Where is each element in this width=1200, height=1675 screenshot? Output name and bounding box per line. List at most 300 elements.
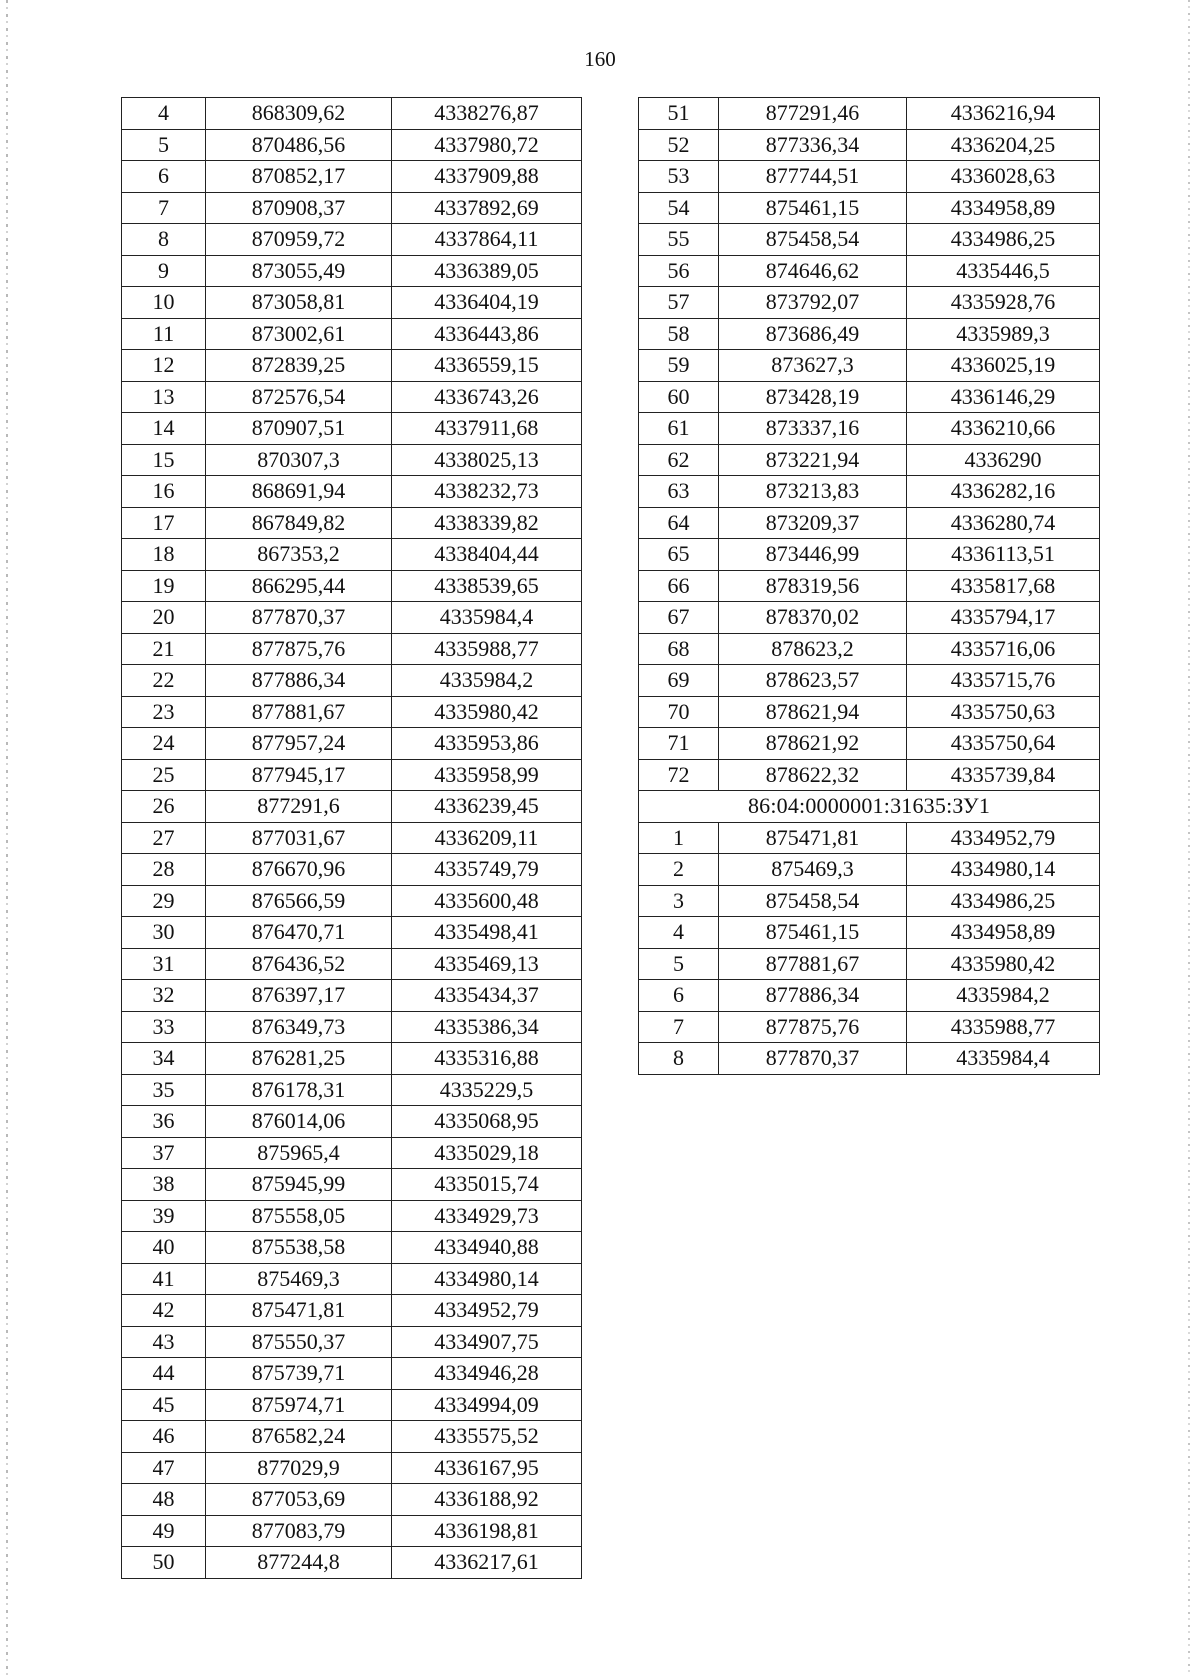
x-coordinate-cell: 876397,17 <box>206 980 392 1012</box>
y-coordinate-cell: 4336204,25 <box>907 129 1100 161</box>
y-coordinate-cell: 4335980,42 <box>907 948 1100 980</box>
point-number-cell: 62 <box>639 444 719 476</box>
x-coordinate-cell: 877886,34 <box>206 665 392 697</box>
point-number-cell: 10 <box>122 287 206 319</box>
point-number-cell: 7 <box>639 1011 719 1043</box>
x-coordinate-cell: 875945,99 <box>206 1169 392 1201</box>
point-number-cell: 30 <box>122 917 206 949</box>
x-coordinate-cell: 875471,81 <box>719 822 907 854</box>
y-coordinate-cell: 4335980,42 <box>392 696 582 728</box>
y-coordinate-cell: 4336282,16 <box>907 476 1100 508</box>
table-row <box>639 633 1100 665</box>
point-number-cell: 69 <box>639 665 719 697</box>
x-coordinate-cell: 872576,54 <box>206 381 392 413</box>
point-number-cell: 31 <box>122 948 206 980</box>
x-coordinate-cell: 878319,56 <box>719 570 907 602</box>
x-coordinate-cell: 877870,37 <box>206 602 392 634</box>
table-row <box>639 1011 1100 1043</box>
x-coordinate-cell: 877881,67 <box>719 948 907 980</box>
x-coordinate-cell: 877881,67 <box>206 696 392 728</box>
table-row <box>639 98 1100 130</box>
table-row <box>639 1043 1100 1075</box>
table-row <box>639 381 1100 413</box>
y-coordinate-cell: 4336146,29 <box>907 381 1100 413</box>
parcel-section <box>639 791 1100 823</box>
table-row <box>639 665 1100 697</box>
x-coordinate-cell: 877875,76 <box>206 633 392 665</box>
x-coordinate-cell: 875458,54 <box>719 224 907 256</box>
table-row <box>122 822 582 854</box>
table-row <box>122 507 582 539</box>
y-coordinate-cell: 4336559,15 <box>392 350 582 382</box>
point-number-cell: 2 <box>639 854 719 886</box>
y-coordinate-cell: 4337909,88 <box>392 161 582 193</box>
table-row <box>639 570 1100 602</box>
x-coordinate-cell: 876582,24 <box>206 1421 392 1453</box>
y-coordinate-cell: 4336280,74 <box>907 507 1100 539</box>
x-coordinate-cell: 878370,02 <box>719 602 907 634</box>
parcel-section-title: 86:04:0000001:31635:ЗУ1 <box>639 791 1100 823</box>
point-number-cell: 24 <box>122 728 206 760</box>
table-row <box>122 791 582 823</box>
y-coordinate-cell: 4334940,88 <box>392 1232 582 1264</box>
y-coordinate-cell: 4335988,77 <box>392 633 582 665</box>
table-row <box>122 413 582 445</box>
x-coordinate-cell: 877744,51 <box>719 161 907 193</box>
y-coordinate-cell: 4335989,3 <box>907 318 1100 350</box>
x-coordinate-cell: 873792,07 <box>719 287 907 319</box>
scan-edge-left <box>6 0 8 1675</box>
x-coordinate-cell: 873209,37 <box>719 507 907 539</box>
table-row <box>122 1389 582 1421</box>
table-row <box>122 1263 582 1295</box>
x-coordinate-cell: 875469,3 <box>206 1263 392 1295</box>
point-number-cell: 40 <box>122 1232 206 1264</box>
point-number-cell: 35 <box>122 1074 206 1106</box>
table-row <box>122 1421 582 1453</box>
point-number-cell: 64 <box>639 507 719 539</box>
scan-edge-right <box>1188 0 1190 1675</box>
coordinates-table-right <box>638 97 1100 1075</box>
x-coordinate-cell: 875974,71 <box>206 1389 392 1421</box>
y-coordinate-cell: 4337911,68 <box>392 413 582 445</box>
point-number-cell: 3 <box>639 885 719 917</box>
point-number-cell: 54 <box>639 192 719 224</box>
point-number-cell: 32 <box>122 980 206 1012</box>
point-number-cell: 66 <box>639 570 719 602</box>
x-coordinate-cell: 876349,73 <box>206 1011 392 1043</box>
table-row <box>639 696 1100 728</box>
point-number-cell: 41 <box>122 1263 206 1295</box>
point-number-cell: 72 <box>639 759 719 791</box>
y-coordinate-cell: 4338404,44 <box>392 539 582 571</box>
table-row <box>639 255 1100 287</box>
y-coordinate-cell: 4335749,79 <box>392 854 582 886</box>
y-coordinate-cell: 4336167,95 <box>392 1452 582 1484</box>
x-coordinate-cell: 870486,56 <box>206 129 392 161</box>
y-coordinate-cell: 4335794,17 <box>907 602 1100 634</box>
table-row <box>122 255 582 287</box>
x-coordinate-cell: 878623,57 <box>719 665 907 697</box>
y-coordinate-cell: 4335984,2 <box>907 980 1100 1012</box>
table-row <box>122 1011 582 1043</box>
point-number-cell: 65 <box>639 539 719 571</box>
point-number-cell: 39 <box>122 1200 206 1232</box>
table-row <box>122 192 582 224</box>
y-coordinate-cell: 4335739,84 <box>907 759 1100 791</box>
point-number-cell: 45 <box>122 1389 206 1421</box>
point-number-cell: 34 <box>122 1043 206 1075</box>
y-coordinate-cell: 4336443,86 <box>392 318 582 350</box>
x-coordinate-cell: 873213,83 <box>719 476 907 508</box>
x-coordinate-cell: 870307,3 <box>206 444 392 476</box>
y-coordinate-cell: 4334980,14 <box>907 854 1100 886</box>
y-coordinate-cell: 4335750,63 <box>907 696 1100 728</box>
x-coordinate-cell: 873058,81 <box>206 287 392 319</box>
table-row <box>639 602 1100 634</box>
point-number-cell: 9 <box>122 255 206 287</box>
y-coordinate-cell: 4335316,88 <box>392 1043 582 1075</box>
point-number-cell: 27 <box>122 822 206 854</box>
table-row <box>639 948 1100 980</box>
table-row <box>639 854 1100 886</box>
y-coordinate-cell: 4335928,76 <box>907 287 1100 319</box>
point-number-cell: 25 <box>122 759 206 791</box>
table-row <box>122 381 582 413</box>
table-row <box>122 665 582 697</box>
x-coordinate-cell: 873686,49 <box>719 318 907 350</box>
x-coordinate-cell: 877031,67 <box>206 822 392 854</box>
table-row <box>639 287 1100 319</box>
y-coordinate-cell: 4335984,4 <box>907 1043 1100 1075</box>
y-coordinate-cell: 4336239,45 <box>392 791 582 823</box>
table-row <box>639 192 1100 224</box>
y-coordinate-cell: 4336028,63 <box>907 161 1100 193</box>
point-number-cell: 12 <box>122 350 206 382</box>
y-coordinate-cell: 4336113,51 <box>907 539 1100 571</box>
x-coordinate-cell: 875458,54 <box>719 885 907 917</box>
x-coordinate-cell: 873221,94 <box>719 444 907 476</box>
table-row <box>122 1169 582 1201</box>
table-row <box>122 570 582 602</box>
table-row <box>122 759 582 791</box>
point-number-cell: 68 <box>639 633 719 665</box>
x-coordinate-cell: 876566,59 <box>206 885 392 917</box>
x-coordinate-cell: 875739,71 <box>206 1358 392 1390</box>
table-row <box>639 885 1100 917</box>
x-coordinate-cell: 873337,16 <box>719 413 907 445</box>
x-coordinate-cell: 870852,17 <box>206 161 392 193</box>
x-coordinate-cell: 875461,15 <box>719 917 907 949</box>
table-row <box>122 1200 582 1232</box>
point-number-cell: 26 <box>122 791 206 823</box>
table-row <box>639 822 1100 854</box>
table-row <box>122 885 582 917</box>
table-row <box>122 1515 582 1547</box>
point-number-cell: 67 <box>639 602 719 634</box>
y-coordinate-cell: 4334958,89 <box>907 192 1100 224</box>
table-row <box>122 350 582 382</box>
y-coordinate-cell: 4335015,74 <box>392 1169 582 1201</box>
table-row <box>122 854 582 886</box>
y-coordinate-cell: 4335229,5 <box>392 1074 582 1106</box>
table-row <box>122 602 582 634</box>
x-coordinate-cell: 877875,76 <box>719 1011 907 1043</box>
point-number-cell: 6 <box>122 161 206 193</box>
x-coordinate-cell: 877053,69 <box>206 1484 392 1516</box>
point-number-cell: 38 <box>122 1169 206 1201</box>
point-number-cell: 60 <box>639 381 719 413</box>
point-number-cell: 53 <box>639 161 719 193</box>
y-coordinate-cell: 4335984,4 <box>392 602 582 634</box>
point-number-cell: 33 <box>122 1011 206 1043</box>
point-number-cell: 46 <box>122 1421 206 1453</box>
y-coordinate-cell: 4335953,86 <box>392 728 582 760</box>
table-row <box>639 539 1100 571</box>
table-row <box>122 98 582 130</box>
y-coordinate-cell: 4335469,13 <box>392 948 582 980</box>
x-coordinate-cell: 876436,52 <box>206 948 392 980</box>
point-number-cell: 18 <box>122 539 206 571</box>
table-row <box>122 539 582 571</box>
point-number-cell: 6 <box>639 980 719 1012</box>
point-number-cell: 47 <box>122 1452 206 1484</box>
y-coordinate-cell: 4334929,73 <box>392 1200 582 1232</box>
table-row <box>639 444 1100 476</box>
coordinates-table-right-body <box>639 98 1100 791</box>
y-coordinate-cell: 4338539,65 <box>392 570 582 602</box>
x-coordinate-cell: 868691,94 <box>206 476 392 508</box>
y-coordinate-cell: 4334946,28 <box>392 1358 582 1390</box>
y-coordinate-cell: 4335498,41 <box>392 917 582 949</box>
y-coordinate-cell: 4335988,77 <box>907 1011 1100 1043</box>
y-coordinate-cell: 4336188,92 <box>392 1484 582 1516</box>
table-row <box>122 224 582 256</box>
y-coordinate-cell: 4335716,06 <box>907 633 1100 665</box>
table-row <box>639 917 1100 949</box>
table-row <box>639 980 1100 1012</box>
y-coordinate-cell: 4334952,79 <box>907 822 1100 854</box>
point-number-cell: 11 <box>122 318 206 350</box>
y-coordinate-cell: 4335817,68 <box>907 570 1100 602</box>
table-row <box>122 318 582 350</box>
x-coordinate-cell: 872839,25 <box>206 350 392 382</box>
table-row <box>122 1043 582 1075</box>
y-coordinate-cell: 4334986,25 <box>907 224 1100 256</box>
x-coordinate-cell: 870908,37 <box>206 192 392 224</box>
point-number-cell: 8 <box>639 1043 719 1075</box>
x-coordinate-cell: 874646,62 <box>719 255 907 287</box>
point-number-cell: 7 <box>122 192 206 224</box>
y-coordinate-cell: 4338339,82 <box>392 507 582 539</box>
table-row <box>639 413 1100 445</box>
x-coordinate-cell: 878623,2 <box>719 633 907 665</box>
y-coordinate-cell: 4335029,18 <box>392 1137 582 1169</box>
point-number-cell: 13 <box>122 381 206 413</box>
point-number-cell: 56 <box>639 255 719 287</box>
x-coordinate-cell: 877336,34 <box>719 129 907 161</box>
x-coordinate-cell: 867353,2 <box>206 539 392 571</box>
y-coordinate-cell: 4335750,64 <box>907 728 1100 760</box>
x-coordinate-cell: 873428,19 <box>719 381 907 413</box>
table-row <box>122 1358 582 1390</box>
x-coordinate-cell: 876470,71 <box>206 917 392 949</box>
point-number-cell: 15 <box>122 444 206 476</box>
y-coordinate-cell: 4336389,05 <box>392 255 582 287</box>
x-coordinate-cell: 875965,4 <box>206 1137 392 1169</box>
y-coordinate-cell: 4336198,81 <box>392 1515 582 1547</box>
x-coordinate-cell: 867849,82 <box>206 507 392 539</box>
point-number-cell: 37 <box>122 1137 206 1169</box>
y-coordinate-cell: 4334958,89 <box>907 917 1100 949</box>
table-row <box>122 287 582 319</box>
table-row <box>639 318 1100 350</box>
table-row <box>122 1137 582 1169</box>
y-coordinate-cell: 4336743,26 <box>392 381 582 413</box>
x-coordinate-cell: 878621,92 <box>719 728 907 760</box>
x-coordinate-cell: 877945,17 <box>206 759 392 791</box>
y-coordinate-cell: 4334952,79 <box>392 1295 582 1327</box>
y-coordinate-cell: 4335386,34 <box>392 1011 582 1043</box>
y-coordinate-cell: 4335434,37 <box>392 980 582 1012</box>
y-coordinate-cell: 4336025,19 <box>907 350 1100 382</box>
x-coordinate-cell: 876281,25 <box>206 1043 392 1075</box>
table-row <box>122 129 582 161</box>
x-coordinate-cell: 868309,62 <box>206 98 392 130</box>
x-coordinate-cell: 877291,46 <box>719 98 907 130</box>
x-coordinate-cell: 877244,8 <box>206 1547 392 1579</box>
table-row <box>122 444 582 476</box>
y-coordinate-cell: 4336209,11 <box>392 822 582 854</box>
point-number-cell: 20 <box>122 602 206 634</box>
y-coordinate-cell: 4334994,09 <box>392 1389 582 1421</box>
table-row <box>122 948 582 980</box>
y-coordinate-cell: 4337864,11 <box>392 224 582 256</box>
y-coordinate-cell: 4336217,61 <box>392 1547 582 1579</box>
point-number-cell: 19 <box>122 570 206 602</box>
point-number-cell: 43 <box>122 1326 206 1358</box>
x-coordinate-cell: 875461,15 <box>719 192 907 224</box>
point-number-cell: 51 <box>639 98 719 130</box>
x-coordinate-cell: 877083,79 <box>206 1515 392 1547</box>
y-coordinate-cell: 4336290 <box>907 444 1100 476</box>
point-number-cell: 8 <box>122 224 206 256</box>
x-coordinate-cell: 875538,58 <box>206 1232 392 1264</box>
table-row <box>639 728 1100 760</box>
point-number-cell: 44 <box>122 1358 206 1390</box>
table-row <box>639 224 1100 256</box>
point-number-cell: 42 <box>122 1295 206 1327</box>
parcel-section-body <box>639 822 1100 1074</box>
table-row <box>639 759 1100 791</box>
y-coordinate-cell: 4336404,19 <box>392 287 582 319</box>
y-coordinate-cell: 4336216,94 <box>907 98 1100 130</box>
point-number-cell: 1 <box>639 822 719 854</box>
point-number-cell: 52 <box>639 129 719 161</box>
x-coordinate-cell: 878622,32 <box>719 759 907 791</box>
y-coordinate-cell: 4338232,73 <box>392 476 582 508</box>
point-number-cell: 57 <box>639 287 719 319</box>
y-coordinate-cell: 4335068,95 <box>392 1106 582 1138</box>
point-number-cell: 49 <box>122 1515 206 1547</box>
section-title-row <box>639 791 1100 823</box>
point-number-cell: 28 <box>122 854 206 886</box>
table-row <box>122 728 582 760</box>
x-coordinate-cell: 873055,49 <box>206 255 392 287</box>
y-coordinate-cell: 4338276,87 <box>392 98 582 130</box>
table-row <box>639 350 1100 382</box>
x-coordinate-cell: 877886,34 <box>719 980 907 1012</box>
y-coordinate-cell: 4337892,69 <box>392 192 582 224</box>
point-number-cell: 5 <box>122 129 206 161</box>
point-number-cell: 5 <box>639 948 719 980</box>
point-number-cell: 71 <box>639 728 719 760</box>
coordinates-table-left <box>121 97 582 1579</box>
point-number-cell: 50 <box>122 1547 206 1579</box>
y-coordinate-cell: 4334986,25 <box>907 885 1100 917</box>
point-number-cell: 14 <box>122 413 206 445</box>
table-row <box>122 1106 582 1138</box>
table-row <box>122 633 582 665</box>
point-number-cell: 21 <box>122 633 206 665</box>
point-number-cell: 4 <box>122 98 206 130</box>
point-number-cell: 16 <box>122 476 206 508</box>
table-row <box>122 1295 582 1327</box>
point-number-cell: 17 <box>122 507 206 539</box>
y-coordinate-cell: 4337980,72 <box>392 129 582 161</box>
y-coordinate-cell: 4338025,13 <box>392 444 582 476</box>
table-row <box>122 917 582 949</box>
x-coordinate-cell: 870907,51 <box>206 413 392 445</box>
table-row <box>122 1547 582 1579</box>
page-number: 160 <box>584 47 616 71</box>
table-row <box>122 1452 582 1484</box>
table-row <box>639 476 1100 508</box>
table-row <box>122 1326 582 1358</box>
x-coordinate-cell: 875550,37 <box>206 1326 392 1358</box>
table-row <box>122 161 582 193</box>
point-number-cell: 4 <box>639 917 719 949</box>
point-number-cell: 70 <box>639 696 719 728</box>
point-number-cell: 22 <box>122 665 206 697</box>
x-coordinate-cell: 873446,99 <box>719 539 907 571</box>
point-number-cell: 55 <box>639 224 719 256</box>
x-coordinate-cell: 873002,61 <box>206 318 392 350</box>
x-coordinate-cell: 877291,6 <box>206 791 392 823</box>
table-row <box>122 476 582 508</box>
x-coordinate-cell: 866295,44 <box>206 570 392 602</box>
x-coordinate-cell: 870959,72 <box>206 224 392 256</box>
y-coordinate-cell: 4335575,52 <box>392 1421 582 1453</box>
x-coordinate-cell: 877029,9 <box>206 1452 392 1484</box>
y-coordinate-cell: 4335984,2 <box>392 665 582 697</box>
table-row <box>122 1074 582 1106</box>
x-coordinate-cell: 875558,05 <box>206 1200 392 1232</box>
point-number-cell: 48 <box>122 1484 206 1516</box>
x-coordinate-cell: 878621,94 <box>719 696 907 728</box>
table-row <box>122 1232 582 1264</box>
x-coordinate-cell: 876014,06 <box>206 1106 392 1138</box>
y-coordinate-cell: 4334980,14 <box>392 1263 582 1295</box>
x-coordinate-cell: 876670,96 <box>206 854 392 886</box>
point-number-cell: 36 <box>122 1106 206 1138</box>
table-row <box>639 507 1100 539</box>
table-row <box>122 696 582 728</box>
point-number-cell: 23 <box>122 696 206 728</box>
table-row <box>122 1484 582 1516</box>
y-coordinate-cell: 4335446,5 <box>907 255 1100 287</box>
coordinates-table-left-body <box>122 98 582 1579</box>
